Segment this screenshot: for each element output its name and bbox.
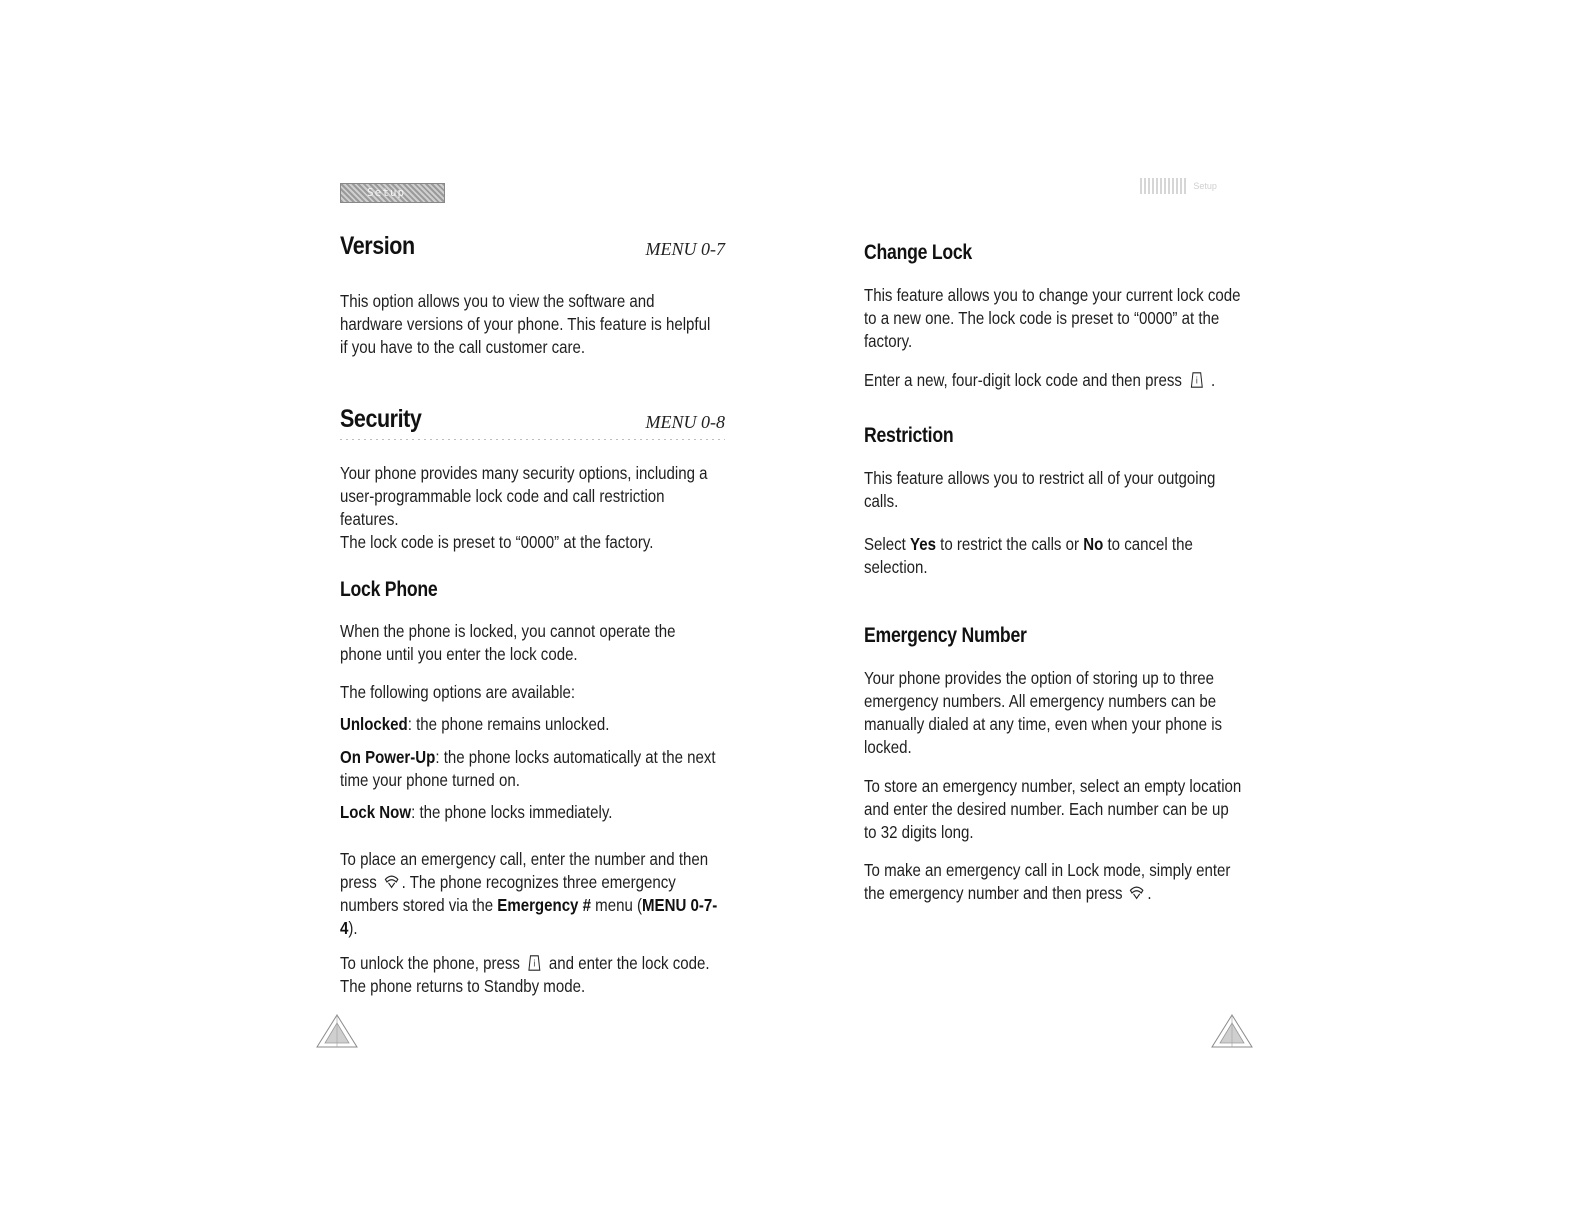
- option-on-power-up: [340, 746, 718, 792]
- page-corner-logo-icon: [1210, 1013, 1254, 1049]
- section-tab-left: [340, 183, 445, 203]
- send-key-icon: [384, 873, 399, 891]
- security-menu-ref: MENU 0-8: [645, 412, 725, 432]
- version-title: Version: [340, 232, 415, 260]
- lock-phone-body: When the phone is locked, you cannot operate the phone until you enter the lock code.: [340, 621, 676, 664]
- emergency-number-body-3: [864, 859, 1242, 905]
- unlock-text-b: and enter the lock code. The phone returns to Standby mode.: [340, 953, 710, 996]
- version-body: This option allows you to view the software and hardware versions of your phone. This feature is helpful if you have to the call customer care.: [340, 291, 711, 357]
- emergency-number-body-1: Your phone provides the option of storing up to three emergency numbers. All emergency numbers can be manually dialed at any time, even when your phone is locked.: [864, 668, 1223, 757]
- section-tab-right-graphic: [1140, 178, 1186, 194]
- emergency-call-paragraph: [340, 848, 718, 940]
- change-lock-instruction: [864, 369, 1242, 392]
- svg-text:i: i: [1195, 375, 1198, 386]
- security-title: Security: [340, 405, 422, 433]
- emergency-number-body-2: To store an emergency number, select an empty location and enter the desired number. Each number can be up to 32 digits long.: [864, 776, 1242, 842]
- restriction-body: This feature allows you to restrict all of your outgoing calls.: [864, 468, 1216, 511]
- option-lock-now-text: : the phone locks immediately.: [411, 802, 613, 822]
- emergency-call-text-a: To place an emergency call, enter the number and then press: [340, 849, 709, 892]
- emergency-call-text-c: menu (: [595, 895, 643, 915]
- ok-key-icon: [1189, 371, 1204, 389]
- version-menu-ref: MENU 0-7: [645, 239, 725, 259]
- page-corner-logo-icon: [315, 1013, 359, 1049]
- restriction-yes: Yes: [910, 534, 936, 554]
- option-lock-now-label: Lock Now: [340, 802, 412, 822]
- security-body-1: Your phone provides many security options, including a user-programmable lock code and call restriction features.: [340, 463, 708, 529]
- restriction-select-b: to restrict the calls or: [940, 534, 1080, 554]
- unlock-paragraph: [340, 952, 718, 998]
- change-lock-instruction-end: .: [1210, 370, 1216, 390]
- option-on-power-up-label: On Power-Up: [340, 747, 436, 767]
- restriction-select-a: Select: [864, 534, 906, 554]
- option-unlocked-text: : the phone remains unlocked.: [407, 714, 610, 734]
- svg-text:i: i: [533, 958, 536, 969]
- restriction-select-c: to cancel the selection.: [864, 534, 1193, 577]
- emergency-number-title: Emergency Number: [864, 624, 1027, 647]
- emergency-menu-ref: MENU 0-7-4: [340, 895, 718, 938]
- emergency-call-text-d: ).: [348, 918, 358, 938]
- change-lock-body: This feature allows you to change your current lock code to a new one. The lock code is preset to “0000” at the factory.: [864, 285, 1241, 351]
- restriction-title: Restriction: [864, 424, 954, 447]
- emergency-number-body-3-text: To make an emergency call in Lock mode, simply enter the emergency number and then press: [864, 860, 1231, 903]
- section-tab-right-label: Setup: [1193, 181, 1217, 192]
- security-body-2: The lock code is preset to “0000” at the factory.: [340, 532, 654, 552]
- restriction-select: [864, 533, 1242, 579]
- lock-options-intro: The following options are available:: [340, 682, 576, 702]
- security-divider: [340, 439, 725, 440]
- restriction-no: No: [1083, 534, 1104, 554]
- unlock-text-a: To unlock the phone, press: [340, 953, 520, 973]
- section-tab-right: [1140, 178, 1250, 198]
- emergency-number-body-3-end: .: [1147, 883, 1152, 903]
- option-unlocked-label: Unlocked: [340, 714, 408, 734]
- option-on-power-up-text: : the phone locks automatically at the next time your phone turned on.: [340, 747, 716, 790]
- emergency-call-text-b: . The phone recognizes three emergency numbers stored via the: [340, 872, 676, 915]
- option-lock-now: [340, 801, 718, 824]
- lock-phone-title: Lock Phone: [340, 578, 438, 601]
- send-key-icon: [1129, 884, 1144, 902]
- section-tab-label: Setup: [367, 186, 406, 199]
- option-unlocked: [340, 713, 718, 736]
- emergency-menu-name: Emergency #: [497, 895, 591, 915]
- change-lock-instruction-text: Enter a new, four-digit lock code and then press: [864, 370, 1182, 390]
- menu-key-icon: [527, 954, 542, 972]
- change-lock-title: Change Lock: [864, 241, 972, 264]
